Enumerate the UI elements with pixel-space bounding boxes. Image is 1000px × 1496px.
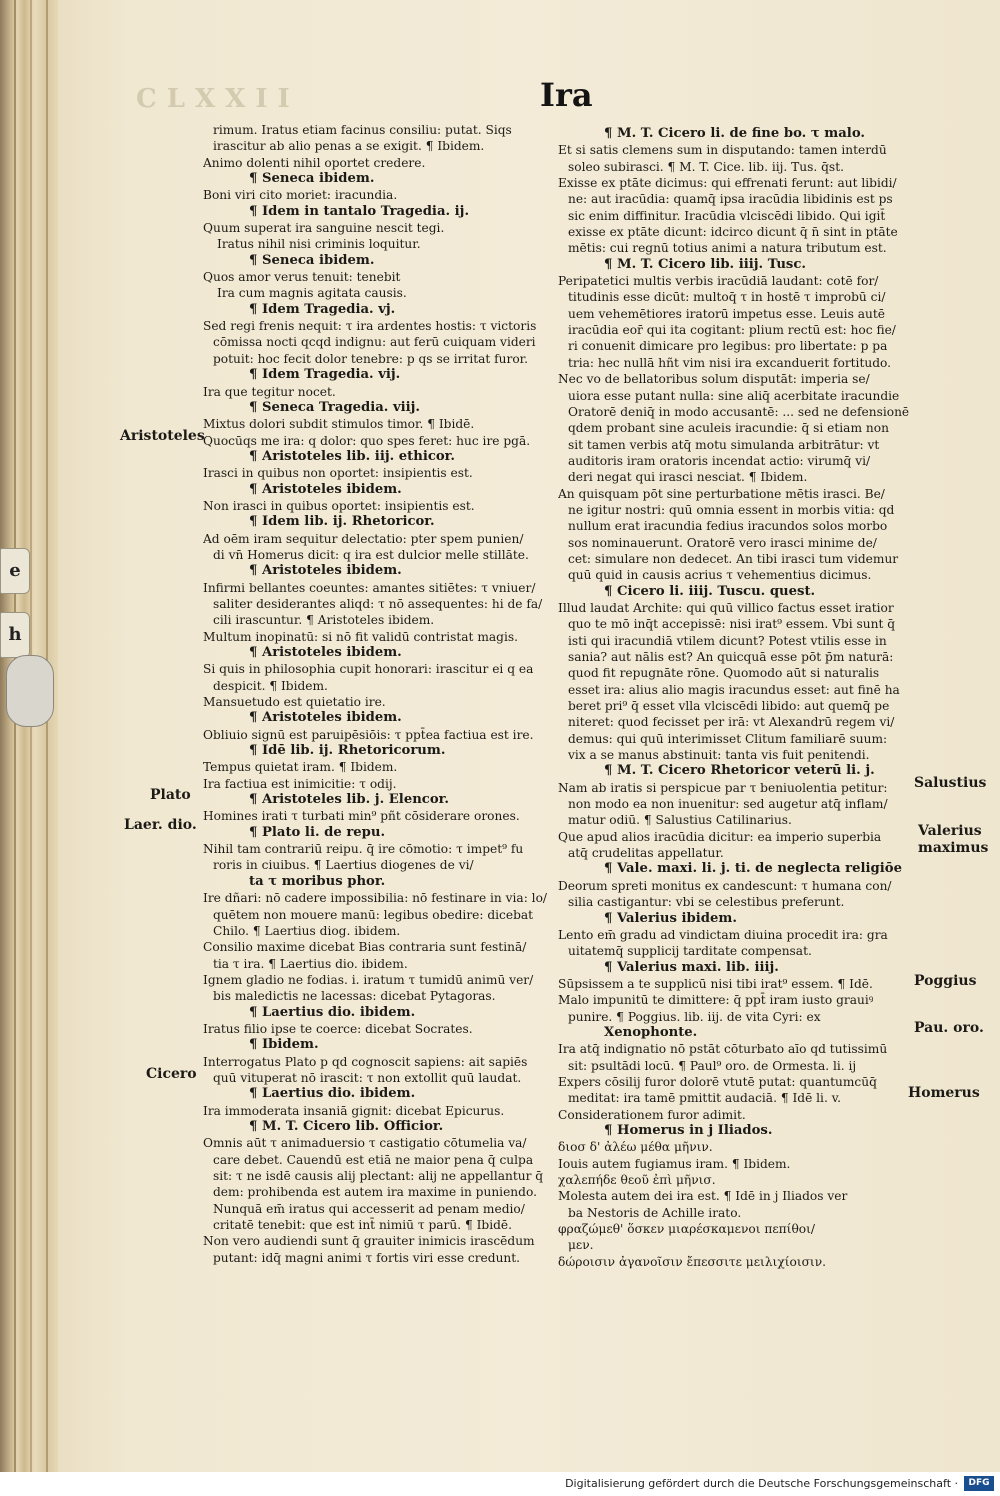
text-line: Irasci in quibus non oportet: insipientis est. [203, 466, 473, 481]
citation-heading: ¶ Valerius maxi. lib. iiij. [604, 959, 779, 975]
text-line: χαλεπήδε θεοῦ ἐπὶ μῆνισ. [558, 1173, 716, 1187]
citation-heading: ¶ Idem lib. ij. Rhetoricor. [249, 514, 435, 530]
margin-note-left: Cicero [146, 1066, 197, 1082]
citation-heading: ¶ Cicero li. iiij. Tuscu. quest. [604, 583, 816, 599]
citation-heading: ¶ Laertius dio. ibidem. [249, 1086, 416, 1102]
page-edge-line [46, 0, 48, 1472]
text-line: iracūdia eor̄ qui ita cogitant: plium rectū est: hoc fie/ [568, 323, 896, 338]
text-line: quū vituperat nō irascit: τ non extollit quū laudat. [213, 1070, 522, 1085]
citation-heading: ¶ Idem Tragedia. vij. [249, 367, 401, 383]
text-line: uem vehemētiores iratorū impetus esse. Leuis autē [568, 306, 885, 321]
text-line: meditat: ira tamē pmittit audaciā. ¶ Idē li. v. [568, 1091, 842, 1106]
citation-heading: ta τ moribus phor. [249, 873, 386, 889]
text-line: sit: psultādi locū. ¶ Paul⁹ oro. de Ormesta. li. ij [568, 1058, 857, 1073]
margin-note-right: Pau. oro. [914, 1020, 984, 1036]
page-clip [6, 655, 54, 727]
citation-heading: ¶ Laertius dio. ibidem. [249, 1004, 416, 1020]
text-line: Exisse ex ptāte dicimus: qui effrenati ferunt: aut libidi/ [558, 176, 897, 191]
text-line: Lento em̄ gradu ad vindictam diuina procedit ira: gra [558, 927, 888, 942]
text-line: Ira cum magnis agitata causis. [217, 286, 407, 301]
text-line: bis maledictis ne lacessas: dicebat Pytagoras. [213, 989, 496, 1004]
text-line: sit tamen verbis atq̄ motu simulanda arbitrātur: vt [568, 437, 880, 452]
text-line: Nunquā em̄ iratus qui accesserit ad penam medio/ [213, 1201, 525, 1216]
text-line: Expers cōsilij furor dolorē vtutē putat: quantumcūq̄ [558, 1074, 877, 1089]
text-line: cōmissa nocti qcqd indignu: aut ferū cuiquam videri [213, 335, 536, 350]
text-line: ba Nestoris de Achille irato. [568, 1205, 742, 1220]
text-line: critatē tenebit: que est int̄ nimiū τ parū. ¶ Ibidē. [213, 1218, 513, 1233]
text-line: ne igitur nostri: quū omnia essent in morbis vitia: qd [568, 502, 895, 517]
text-line: isti qui iracundiā vtilem dicunt? Potest vtilis esse in [568, 633, 887, 648]
text-line: Boni viri cito moriet: iracundia. [203, 188, 398, 203]
margin-note-right: Homerus [908, 1085, 980, 1101]
bleed-through-heading: CLXXII [136, 84, 300, 114]
text-line: tia τ ira. ¶ Laertius dio. ibidem. [213, 956, 408, 971]
text-line: care debet. Cauendū est etiā ne maior pena q̄ culpa [213, 1152, 534, 1167]
index-tab-h: h [0, 612, 30, 658]
text-line: Omnis aūt τ animaduersio τ castigatio cōtumelia va/ [203, 1136, 527, 1151]
margin-note-left: Plato [150, 787, 191, 803]
citation-heading: ¶ Seneca ibidem. [249, 171, 375, 187]
text-line: Nihil tam contrariū reipu. q̄ ire cōmotio: τ impet⁹ fu [203, 842, 524, 857]
text-line: Ira immoderata insaniā gignit: dicebat Epicurus. [203, 1103, 505, 1118]
text-line: sos nominauerunt. Oratorē vero irasci minime de/ [568, 535, 877, 550]
text-line: nullum erat iracundia fedius iracundos solos morbo [568, 519, 888, 534]
left-text-column [203, 122, 551, 1266]
text-line: vix a se manus abstinuit: tanta vis fuit penitendi. [568, 748, 870, 763]
text-line: Ignem gladio ne fodias. i. iratum τ tumidū animū ver/ [203, 972, 534, 987]
book-gutter [0, 0, 58, 1472]
text-line: Peripatetici multis verbis iracūdiā laudant: cotē for/ [558, 274, 879, 289]
text-line: dem: prohibenda est autem ira maxime in puniendo. [213, 1185, 537, 1200]
text-line: Que apud alios iracūdia dicitur: ea imperio superbia [558, 829, 882, 844]
text-line: ne: aut iracūdia: quamq̄ ipsa iracūdia libidinis est ps [568, 192, 893, 207]
digitization-footer [0, 1472, 1000, 1496]
index-tab-e: e [0, 548, 30, 594]
text-line: Deorum spreti monitus ex candescunt: τ humana con/ [558, 878, 892, 893]
text-line: Molesta autem dei ira est. ¶ Idē in j Iliados ver [558, 1189, 848, 1204]
text-line: titudinis esse dicūt: multoq̄ τ in hostē τ improbū ci/ [568, 290, 886, 305]
citation-heading: ¶ Ibidem. [249, 1037, 319, 1053]
text-line: Chilo. ¶ Laertius diog. ibidem. [213, 923, 401, 938]
text-line: beret pri⁹ q̄ esset vlla vlciscēdi libido: aut quemq̄ pe [568, 699, 890, 714]
text-line: matur odiū. ¶ Salustius Catilinarius. [568, 813, 792, 828]
dfg-logo: DFG [964, 1476, 994, 1491]
citation-heading: ¶ Aristoteles ibidem. [249, 645, 402, 660]
text-line: Tempus quietat iram. ¶ Ibidem. [203, 760, 398, 775]
text-line: non modo ea non inuenitur: sed augetur atq̄ inflam/ [568, 797, 888, 812]
text-line: quētem non mouere manū: legibus obedire: dicebat [213, 907, 534, 922]
text-line: Ira atq̄ indignatio nō pstāt cōturbato aīo qd tutissimū [558, 1042, 888, 1057]
text-line: An quisquam pōt sine perturbatione mētis irasci. Be/ [558, 486, 885, 501]
citation-heading: ¶ Aristoteles lib. j. Elencor. [249, 792, 449, 808]
text-line: punire. ¶ Poggius. lib. iij. de vita Cyri: ex [568, 1009, 821, 1024]
funding-credit: Digitalisierung gefördert durch die Deutsche Forschungsgemeinschaft · [565, 1477, 958, 1490]
text-line: Nam ab iratis si perspicue par τ beniuolentia petitur: [558, 780, 888, 795]
text-line: Multum inopinatū: si nō fit validū contristat magis. [203, 629, 518, 644]
text-line: esset ira: alius alio magis iracundus esset: aut finē ha [568, 682, 900, 697]
citation-heading: ¶ Plato li. de repu. [249, 824, 386, 840]
citation-heading: ¶ Vale. maxi. li. j. ti. de neglecta religiōe [604, 861, 902, 877]
text-line: cet: simulare non dedecet. An tibi irasci tum videmur [568, 551, 899, 566]
text-line: μεν. [568, 1238, 594, 1253]
text-line: Iratus filio ipse te coerce: dicebat Socrates. [203, 1021, 473, 1036]
text-line: niteret: quod fecisset per irā: vt Alexandrū regem vi/ [568, 715, 895, 730]
text-line: Homines irati τ turbati min⁹ pñt cōsiderare orones. [203, 809, 520, 824]
citation-heading: ¶ Homerus in j Iliados. [604, 1122, 773, 1138]
margin-note-left: Laer. dio. [124, 817, 197, 833]
text-line: rimum. Iratus etiam facinus consiliu: putat. Siqs [213, 123, 512, 137]
text-line: Consilio maxime dicebat Bias contraria sunt festinā/ [203, 940, 527, 955]
text-line: Ira que tegitur nocet. [203, 384, 336, 399]
text-line: quo te mō inq̄t accepissē: nisi irat⁹ essem. Vbi sunt q̄ [568, 617, 896, 632]
citation-heading: Xenophonte. [604, 1024, 698, 1040]
text-line: mētis: cui regnū totius animi a natura tributum est. [568, 241, 887, 256]
text-line: Illud laudat Archite: qui quū villico factus esset iratior [558, 600, 894, 615]
text-line: Animo dolenti nihil oportet credere. [203, 155, 426, 170]
citation-heading: ¶ Seneca ibidem. [249, 252, 375, 268]
text-line: despicit. ¶ Ibidem. [213, 678, 328, 693]
text-line: saliter desiderantes aliqd: τ nō assequentes: hi de fa/ [213, 596, 543, 611]
text-line: quū quid in causis acrius τ vehementius dicimus. [568, 568, 872, 583]
text-line: Mansuetudo est quietatio ire. [203, 695, 386, 710]
citation-heading: ¶ M. T. Cicero lib. Officior. [249, 1118, 444, 1134]
citation-heading: ¶ Valerius ibidem. [604, 910, 737, 926]
text-line: δώροισιν ἀγανοῖσιν ἔπεσσιτε μειλιχίοισιν. [558, 1254, 826, 1269]
text-line: uiora esse putant nulla: sine aliq̄ acerbitate iracundie [568, 388, 900, 403]
text-line: Non irasci in quibus oportet: insipientis est. [203, 498, 475, 513]
citation-heading: ¶ Aristoteles lib. iij. ethicor. [249, 448, 456, 464]
text-line: Malo impunitū te dimittere: q̄ ppt̄ iram iusto grauiꝰ [558, 993, 874, 1008]
text-line: cili irascuntur. ¶ Aristoteles ibidem. [213, 613, 435, 628]
citation-heading: ¶ M. T. Cicero li. de fine bo. τ malo. [604, 126, 865, 141]
text-line: διοσ δ' ἀλέω μέθα μῆνιν. [558, 1140, 713, 1155]
text-line: demus: qui quū interimisset Clitum familiarē suum: [568, 731, 888, 746]
text-line: Sed regi frenis nequit: τ ira ardentes hostis: τ victoris [203, 319, 537, 334]
margin-note-right: Valerius [918, 823, 982, 839]
citation-heading: ¶ M. T. Cicero Rhetoricor veterū li. j. [604, 763, 875, 779]
text-line: Quocūqs me ira: q dolor: quo spes feret: huc ire pgā. [203, 433, 531, 448]
text-line: Sūpsissem a te supplicū nisi tibi irat⁹ essem. ¶ Idē. [558, 976, 873, 991]
citation-heading: ¶ Idem in tantalo Tragedia. ij. [249, 203, 470, 219]
text-line: exisse ex ptāte dicunt: idcirco dicunt q̄ n̄ sint in ptāte [568, 225, 898, 240]
text-line: Et si satis clemens sum in disputando: tamen interdū [558, 143, 887, 158]
text-line: Oratorē deniq̄ in modo accusantē: ... sed ne defensionē [568, 404, 910, 419]
text-line: uitatemq̄ supplicij tarditate compensat. [568, 944, 812, 959]
margin-note-left: Aristoteles [120, 428, 205, 444]
citation-heading: ¶ Idem Tragedia. vj. [249, 301, 396, 317]
text-line: Interrogatus Plato p qd cognoscit sapiens: ait sapiēs [203, 1054, 528, 1069]
text-line: quod fit repugnāte rōne. Quomodo aūt si naturalis [568, 666, 880, 681]
text-line: Quum superat ira sanguine nescit tegi. [203, 221, 445, 236]
text-line: sic enim diffinitur. Iracūdia vlciscēdi libido. Qui igit̄ [568, 208, 886, 223]
text-line: potuit: hoc fecit dolor tenebre: p qs se irritat furor. [213, 351, 529, 366]
text-line: deri negat qui irasci nesciat. ¶ Ibidem. [568, 470, 808, 485]
text-line: Non vero audiendi sunt q̄ grauiter inimicis irascēdum [203, 1234, 535, 1249]
citation-heading: ¶ Seneca Tragedia. viij. [249, 399, 420, 415]
text-line: sania? aut nālis est? An quicquā esse pōt p̄m naturā: [568, 650, 894, 664]
text-line: φραζώμεθ' ὅσκεν μιαρέσκαμενοι πεπίθοι/ [558, 1222, 816, 1237]
text-line: Obliuio signū est paruipēsiōis: τ ppt̄ea factiua est ire. [203, 727, 534, 742]
text-line: Iouis autem fugiamus iram. ¶ Ibidem. [558, 1156, 791, 1171]
text-line: Mixtus dolori subdit stimulos timor. ¶ Ibidē. [203, 417, 475, 432]
margin-note-right: Poggius [914, 973, 977, 989]
text-line: Si quis in philosophia cupit honorari: irascitur ei q ea [203, 662, 534, 677]
text-line: Quos amor verus tenuit: tenebit [203, 270, 401, 285]
text-line: Iratus nihil nisi criminis loquitur. [217, 237, 421, 252]
page-edge-line [30, 0, 32, 1472]
text-line: qdem probant sine aculeis iracundie: q̄ si etiam non [568, 421, 889, 436]
text-line: Ira factiua est inimicitie: τ odij. [203, 776, 397, 791]
text-line: auditoris iram oratoris incendat actio: virumq̄ vi/ [568, 453, 871, 468]
citation-heading: ¶ Aristoteles ibidem. [249, 710, 402, 726]
right-text-column [558, 126, 914, 1270]
citation-heading: ¶ Aristoteles ibidem. [249, 563, 402, 579]
running-head: Ira [540, 76, 593, 114]
citation-heading: ¶ Aristoteles ibidem. [249, 481, 402, 497]
text-line: sit: τ ne isdē causis alij plectant: alij ne appellantur q̄ [213, 1169, 544, 1183]
text-line: soleo subirasci. ¶ M. T. Cice. lib. iij. Tus. q̄st. [568, 159, 844, 174]
text-line: putant: idq̄ magni animi τ fortis viri esse credunt. [213, 1250, 521, 1265]
text-line: irascitur ab alio penas a se exigit. ¶ Ibidem. [213, 139, 485, 154]
margin-note-right: Salustius [914, 775, 987, 791]
page-edge-line [14, 0, 16, 1472]
text-line: ri conuenit dimicare pro legibus: pro libertate: p pa [568, 339, 888, 354]
text-line: tria: hec nullā hñt vim nisi ira excanduerit fortitudo. [568, 355, 891, 370]
citation-heading: ¶ M. T. Cicero lib. iiij. Tusc. [604, 256, 806, 272]
margin-note-right: maximus [918, 840, 989, 856]
text-line: silia castigantur: vbi se celestibus preferunt. [568, 895, 845, 910]
text-line: atq̄ crudelitas appellatur. [568, 846, 724, 861]
citation-heading: ¶ Idē lib. ij. Rhetoricorum. [249, 743, 446, 759]
text-line: Considerationem furor adimit. [558, 1107, 746, 1122]
text-line: roris in ciuibus. ¶ Laertius diogenes de vi/ [213, 858, 474, 873]
text-line: Nec vo de bellatoribus solum disputāt: imperia se/ [558, 372, 870, 387]
text-line: Infirmi bellantes coeuntes: amantes sitiētes: τ vniuer/ [203, 580, 536, 595]
text-line: Ad oēm iram sequitur delectatio: pter spem punien/ [203, 531, 524, 546]
text-line: Ire dñari: nō cadere impossibilia: nō festinare in via: lo/ [203, 891, 548, 906]
text-line: di vn̄ Homerus dicit: q ira est dulcior melle stillāte. [213, 547, 529, 562]
